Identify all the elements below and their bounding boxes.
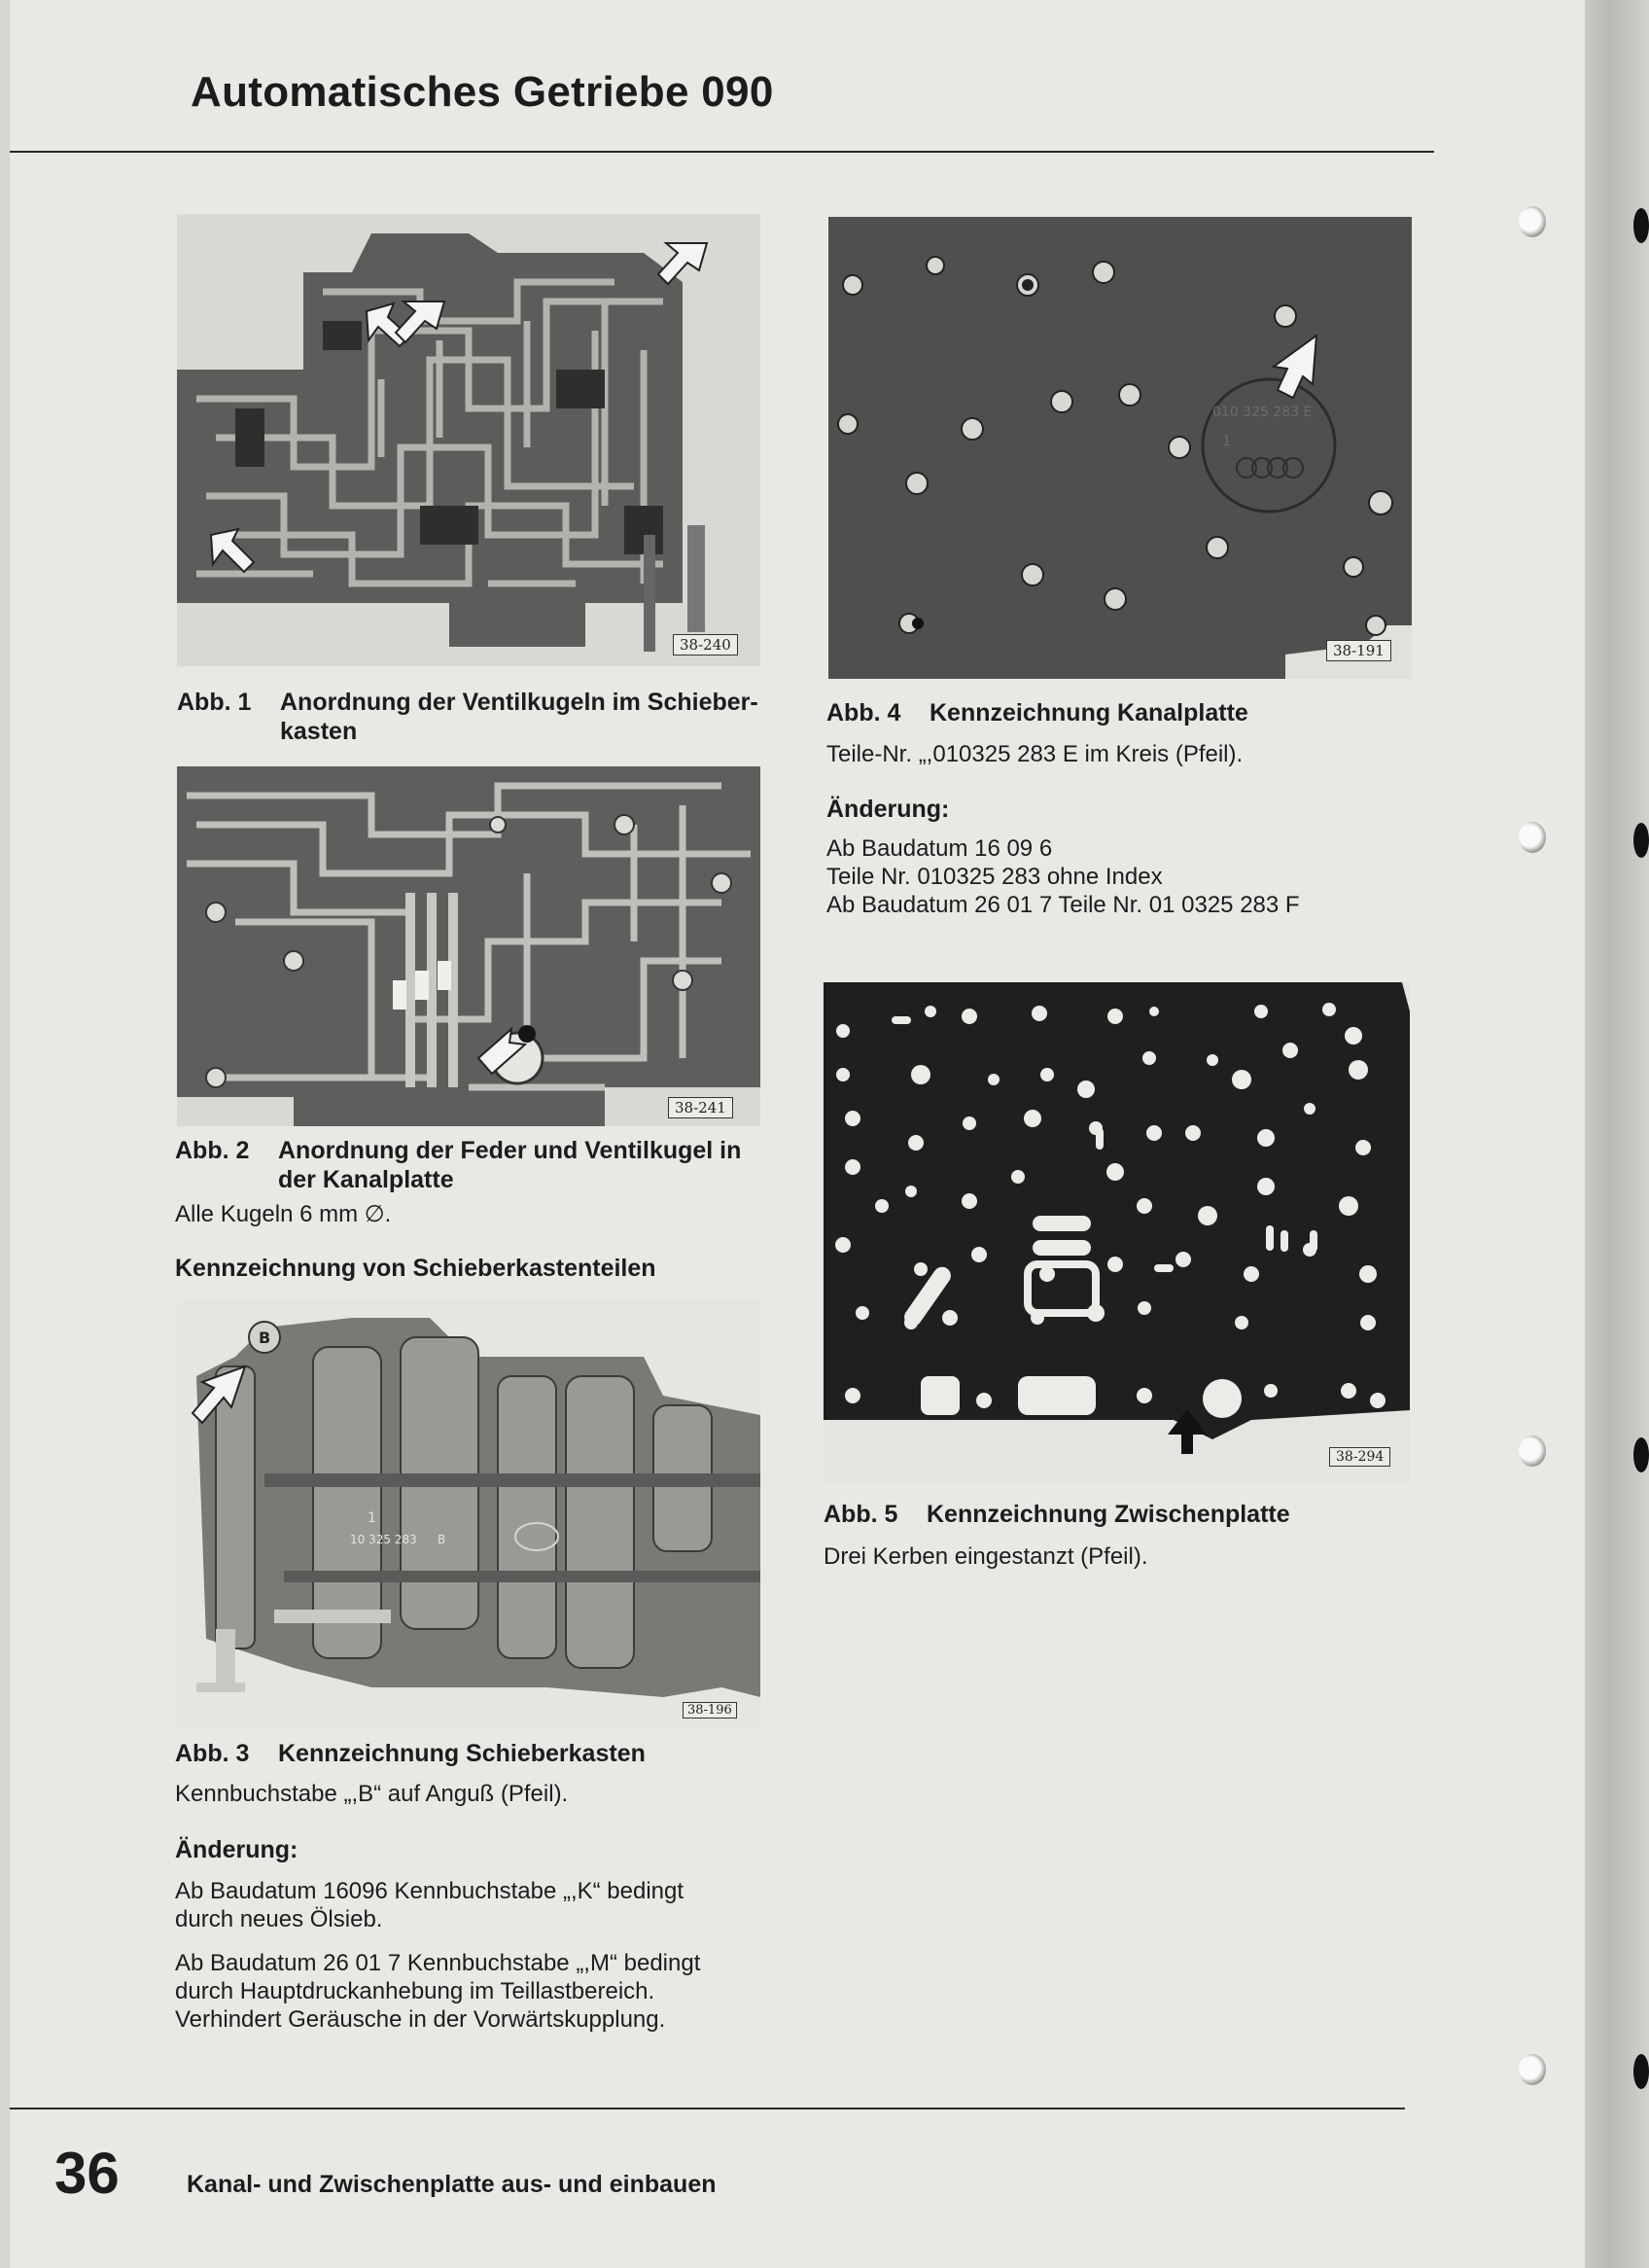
header-rule — [10, 151, 1434, 153]
fig4-label: 38-191 — [1326, 640, 1391, 661]
fig2-number: Abb. 2 — [175, 1137, 250, 1164]
fig2-label: 38-241 — [668, 1097, 733, 1118]
binder-hole-2 — [1519, 822, 1546, 853]
footer-text: Kanal- und Zwischenplatte aus- und einbauen — [187, 2171, 717, 2198]
fig1-photo — [177, 214, 760, 666]
fig2-title-line2: der Kanalplatte — [278, 1166, 454, 1193]
binder-hole-4 — [1519, 2054, 1546, 2085]
change-right-heading: Änderung: — [826, 796, 950, 823]
fig4-title: Kennzeichnung Kanalplatte — [930, 699, 1248, 726]
change-right-block — [826, 834, 1300, 919]
binder-ring-4 — [1633, 2054, 1649, 2089]
fig3-label: 38-196 — [683, 1702, 737, 1719]
binder-ring-3 — [1633, 1437, 1649, 1472]
change-right-line3: Ab Baudatum 26 01 7 Teile Nr. 01 0325 283 F — [826, 892, 1300, 918]
fig3-cast-part: 10 325 283 — [350, 1533, 417, 1546]
binder-ring-1 — [1633, 208, 1649, 243]
binder-hole-3 — [1519, 1435, 1546, 1467]
fig2-photo — [177, 766, 760, 1126]
change-left-heading: Änderung: — [175, 1836, 298, 1863]
fig4-text: Teile-Nr. „,010325 283 E im Kreis (Pfeil). — [826, 741, 1244, 767]
fig3-stamp-letter: B — [259, 1329, 271, 1347]
fig1-label: 38-240 — [673, 634, 738, 656]
fig4-stamp-part: 010 325 283 E — [1212, 405, 1313, 420]
fig5-photo — [824, 982, 1410, 1483]
fig3-photo — [177, 1298, 760, 1726]
change-right-line1: Ab Baudatum 16 09 6 — [826, 835, 1053, 862]
fig4-stamp-digit: 1 — [1222, 434, 1231, 449]
change-left-para1-line1: Ab Baudatum 16096 Kennbuchstabe „,K“ bedingt — [175, 1878, 684, 1904]
fig3-number: Abb. 3 — [175, 1740, 250, 1767]
fig1-title-line2: kasten — [280, 718, 358, 745]
fig2-caption — [175, 1136, 797, 1194]
binder-ring-2 — [1633, 823, 1649, 858]
fig1-number: Abb. 1 — [177, 689, 252, 716]
fig4-number: Abb. 4 — [826, 699, 901, 726]
fig2-title-line1: Anordnung der Feder und Ventilkugel in — [278, 1137, 742, 1164]
page-number: 36 — [54, 2141, 120, 2206]
fig3-cast-letter: B — [438, 1533, 446, 1546]
page-edge — [1585, 0, 1649, 2268]
fig3-title: Kennzeichnung Schieberkasten — [278, 1740, 646, 1767]
change-left-para2-line2: durch Hauptdruckanhebung im Teillastbereich. — [175, 1978, 655, 2004]
fig2-text: Alle Kugeln 6 mm ∅. — [175, 1201, 392, 1227]
fig1-title-line1: Anordnung der Ventilkugeln im Schieber- — [280, 689, 758, 716]
fig5-text: Drei Kerben eingestanzt (Pfeil). — [824, 1543, 1148, 1570]
manual-page — [10, 0, 1585, 2268]
change-left-para1 — [175, 1877, 684, 1933]
change-left-para2 — [175, 1949, 700, 2034]
fig5-caption — [824, 1500, 1290, 1529]
change-left-para1-line2: durch neues Ölsieb. — [175, 1906, 383, 1932]
fig3-caption — [175, 1739, 646, 1768]
fig5-title: Kennzeichnung Zwischenplatte — [927, 1501, 1290, 1528]
footer-rule — [10, 2108, 1405, 2109]
section-heading: Kennzeichnung von Schieberkastenteilen — [175, 1255, 656, 1282]
fig3-text: Kennbuchstabe „,B“ auf Anguß (Pfeil). — [175, 1781, 569, 1807]
fig3-cast-digit: 1 — [368, 1510, 376, 1526]
change-left-para2-line1: Ab Baudatum 26 01 7 Kennbuchstabe „,M“ bedingt — [175, 1950, 701, 1976]
fig4-photo — [828, 217, 1412, 679]
binder-hole-1 — [1519, 206, 1546, 237]
fig5-number: Abb. 5 — [824, 1501, 898, 1528]
fig5-label: 38-294 — [1329, 1447, 1390, 1467]
page-title: Automatisches Getriebe 090 — [191, 68, 774, 116]
change-left-para2-line3: Verhindert Geräusche in der Vorwärtskupplung. — [175, 2006, 666, 2033]
fig4-caption — [826, 698, 1248, 727]
fig1-caption — [177, 688, 799, 746]
change-right-line2: Teile Nr. 010325 283 ohne Index — [826, 864, 1163, 890]
